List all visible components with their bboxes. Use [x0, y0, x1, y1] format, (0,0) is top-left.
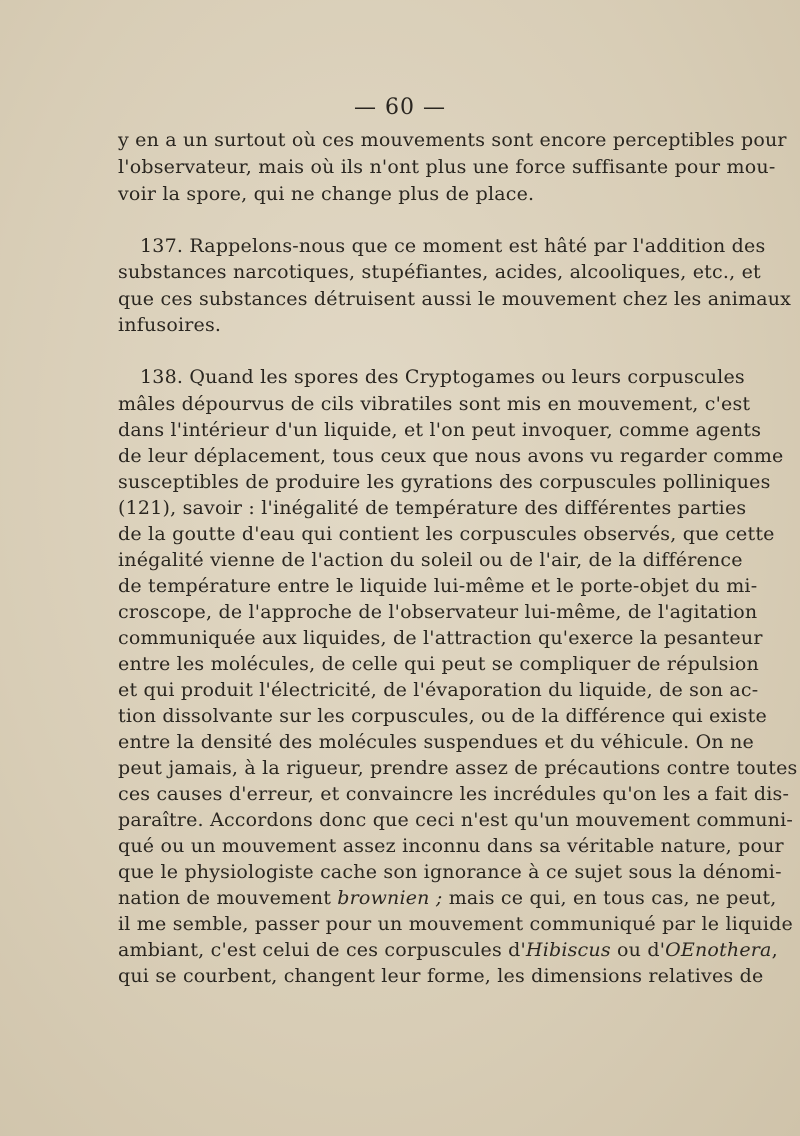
text-line: susceptibles de produire les gyrations des corpuscules polliniques — [118, 471, 771, 493]
text-line: l'observateur, mais où ils n'ont plus une force suffisante pour mou- — [118, 156, 776, 178]
text-line: tion dissolvante sur les corpuscules, ou de la différence qui existe — [118, 705, 767, 727]
text-line: voir la spore, qui ne change plus de place. — [118, 183, 535, 205]
text-line: peut jamais, à la rigueur, prendre assez de précautions contre toutes — [118, 757, 798, 779]
text-line: entre les molécules, de celle qui peut se compliquer de répulsion — [118, 653, 759, 675]
text-run: ambiant, c'est celui de ces corpuscules d' — [118, 939, 526, 961]
text-line: substances narcotiques, stupéfiantes, acides, alcooliques, etc., et — [118, 261, 761, 283]
text-line: ces causes d'erreur, et convaincre les incrédules qu'on les a fait dis- — [118, 783, 790, 805]
text-line: (121), savoir : l'inégalité de température des différentes parties — [118, 497, 747, 519]
text-line: paraître. Accordons donc que ceci n'est qu'un mouvement communi- — [118, 809, 794, 831]
text-line: dans l'intérieur d'un liquide, et l'on peut invoquer, comme agents — [118, 419, 762, 441]
paragraph-138-start: 138. Quand les spores des Cryptogames ou leurs corpuscules — [140, 366, 745, 388]
text-run: ou d' — [610, 939, 666, 961]
page-number: — 60 — — [354, 95, 446, 120]
text-line: de température entre le liquide lui-même et le porte-objet du mi- — [118, 575, 758, 597]
text-line: qué ou un mouvement assez inconnu dans sa véritable nature, pour — [118, 835, 784, 857]
text-line: de la goutte d'eau qui contient les corpuscules observés, que cette — [118, 523, 775, 545]
text-line — [118, 938, 778, 962]
text-line: communiquée aux liquides, de l'attraction qu'exerce la pesanteur — [118, 627, 763, 649]
text-line: y en a un surtout où ces mouvements sont encore perceptibles pour — [118, 129, 787, 151]
text-line: il me semble, passer pour un mouvement communiqué par le liquide — [118, 913, 793, 935]
text-line: croscope, de l'approche de l'observateur lui-même, de l'agitation — [118, 601, 758, 623]
text-line — [118, 886, 777, 910]
text-line: que le physiologiste cache son ignorance à ce sujet sous la dénomi- — [118, 861, 782, 883]
paragraph-137-start: 137. Rappelons-nous que ce moment est hâté par l'addition des — [140, 235, 766, 257]
text-run: , — [771, 939, 778, 961]
text-line: qui se courbent, changent leur forme, les dimensions relatives de — [118, 965, 764, 987]
text-line: infusoires. — [118, 314, 222, 336]
text-line: inégalité vienne de l'action du soleil ou de l'air, de la différence — [118, 549, 743, 571]
text-line: que ces substances détruisent aussi le mouvement chez les animaux — [118, 288, 792, 310]
text-line: de leur déplacement, tous ceux que nous avons vu regarder comme — [118, 445, 784, 467]
italic-genus-hibiscus: Hibiscus — [525, 939, 611, 961]
italic-genus-oenothera: OEnothera — [665, 939, 772, 961]
italic-term: brownien ; — [337, 887, 443, 909]
text-line: mâles dépourvus de cils vibratiles sont mis en mouvement, c'est — [118, 393, 751, 415]
text-line: et qui produit l'électricité, de l'évaporation du liquide, de son ac- — [118, 679, 759, 701]
text-run: nation de mouvement — [118, 887, 338, 909]
text-run: mais ce qui, en tous cas, ne peut, — [442, 887, 777, 909]
text-line: entre la densité des molécules suspendues et du véhicule. On ne — [118, 731, 754, 753]
